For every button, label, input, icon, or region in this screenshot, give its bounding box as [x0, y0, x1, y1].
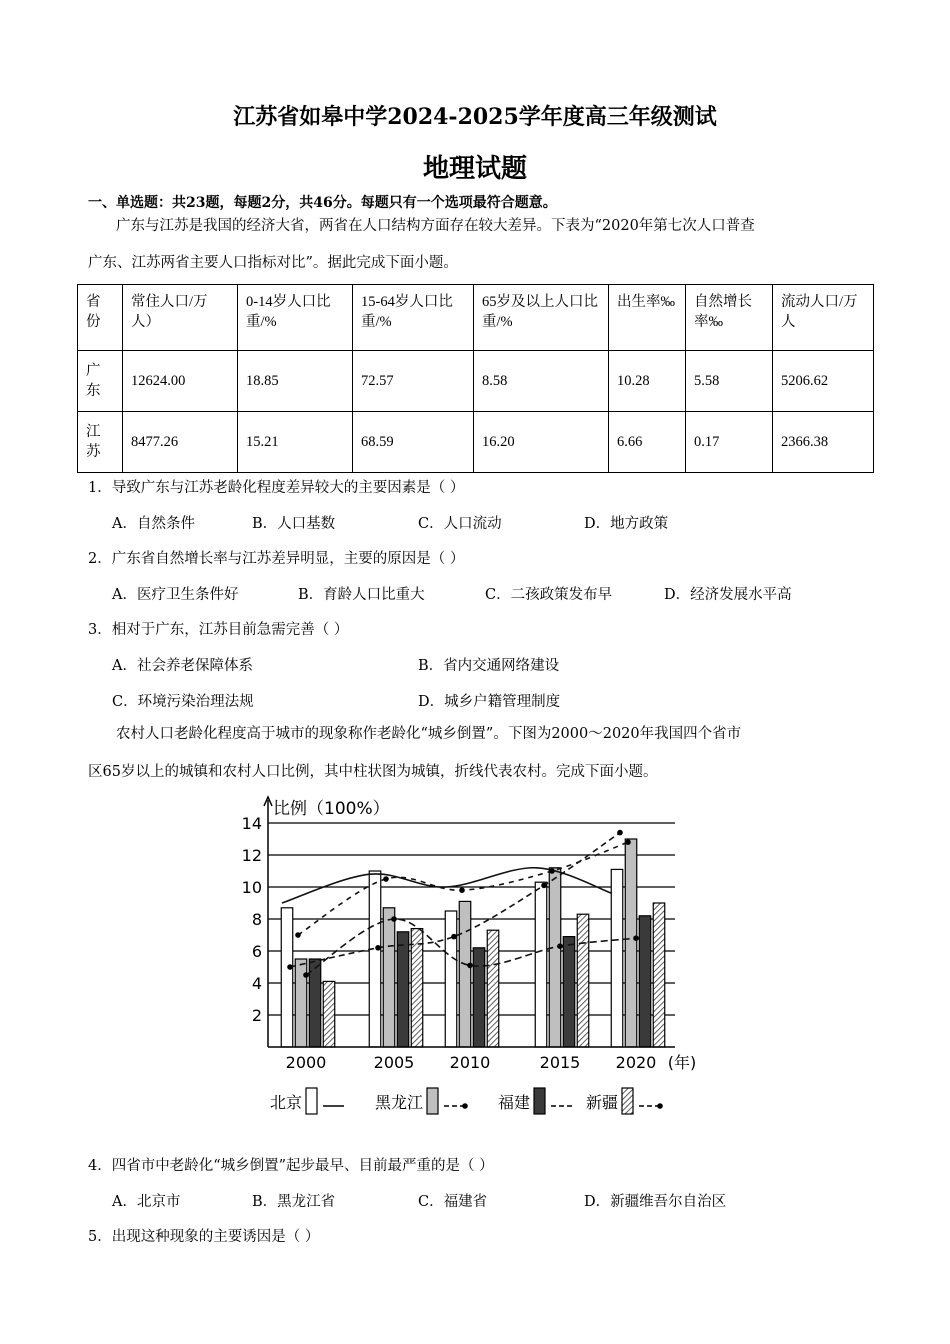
- q1-option-c[interactable]: C．人口流动: [418, 516, 502, 532]
- table-header-row: [78, 285, 874, 351]
- header-cell: 65岁及以上人口比重/%: [474, 285, 609, 351]
- table-cell: 10.28: [609, 351, 686, 412]
- bar-新疆-2015: [577, 914, 589, 1047]
- section-heading: 一、单选题：共23题，每题2分，共46分。每题只有一个选项最符合题意。: [88, 195, 557, 211]
- table-cell: 72.57: [353, 351, 474, 412]
- table-row: [78, 351, 874, 412]
- table-cell: 2366.38: [773, 412, 874, 473]
- q3-option-c[interactable]: C．环境污染治理法规: [112, 694, 254, 710]
- y-axis-label: 比例（100%）: [273, 799, 390, 819]
- intro1-line2: 广东、江苏两省主要人口指标对比”。据此完成下面小题。: [88, 255, 458, 271]
- header-cell: 出生率‰: [609, 285, 686, 351]
- legend-swatch-福建: [534, 1088, 545, 1114]
- table-cell: 12624.00: [123, 351, 238, 412]
- y-tick-label: 8: [251, 910, 262, 929]
- intro2-line2: 区65岁以上的城镇和农村人口比例，其中柱状图为城镇，折线代表农村。完成下面小题。: [88, 764, 658, 780]
- table-cell: 68.59: [353, 412, 474, 473]
- bar-北京-2020: [611, 869, 623, 1047]
- header-cell: 常住人口/万人）: [123, 285, 238, 351]
- y-tick-label: 12: [241, 846, 262, 865]
- header-cell: 流动人口/万人: [773, 285, 874, 351]
- legend-swatch-新疆: [622, 1088, 633, 1114]
- q4-option-a[interactable]: A．北京市: [112, 1194, 181, 1210]
- table-cell: 江苏: [78, 412, 123, 473]
- y-tick-label: 14: [241, 814, 262, 833]
- point-新疆-2015: [557, 943, 563, 949]
- x-axis-label: (年): [667, 1053, 697, 1072]
- intro1-line1: 广东与江苏是我国的经济大省，两省在人口结构方面存在较大差异。下表为“2020年第七次人口普查: [116, 218, 755, 234]
- bar-黑龙江-2020: [625, 839, 637, 1047]
- q2-option-d[interactable]: D．经济发展水平高: [664, 587, 792, 603]
- q3-option-b[interactable]: B．省内交通网络建设: [418, 658, 560, 674]
- population-table: [77, 284, 874, 473]
- header-cell: 省份: [78, 285, 123, 351]
- intro2-line1: 农村人口老龄化程度高于城市的现象称作老龄化“城乡倒置”。下图为2000～2020年我国四个省市: [116, 726, 742, 742]
- bar-新疆-2020: [653, 903, 665, 1047]
- legend-point-黑龙江: [462, 1103, 468, 1109]
- table-row: [78, 412, 874, 473]
- bar-北京-2010: [445, 911, 457, 1047]
- bar-福建-2005: [397, 932, 409, 1047]
- legend-label-新疆: 新疆: [586, 1093, 619, 1112]
- point-黑龙江-2015: [541, 883, 547, 889]
- y-tick-label: 4: [251, 974, 262, 993]
- point-福建-2015: [549, 868, 555, 874]
- bar-新疆-2000: [323, 981, 335, 1047]
- x-tick-label: 2020: [615, 1053, 657, 1072]
- q4-option-c[interactable]: C．福建省: [418, 1194, 488, 1210]
- y-tick-label: 2: [251, 1006, 262, 1025]
- bar-黑龙江-2015: [549, 868, 561, 1047]
- exam-title: 江苏省如皋中学2024-2025学年度高三年级测试: [233, 104, 717, 130]
- bar-福建-2015: [563, 937, 575, 1047]
- table-cell: 15.21: [238, 412, 353, 473]
- table-cell: 0.17: [686, 412, 773, 473]
- point-福建-2000: [295, 932, 301, 938]
- table-cell: 5.58: [686, 351, 773, 412]
- legend-swatch-黑龙江: [427, 1088, 438, 1114]
- bar-黑龙江-2010: [459, 901, 471, 1047]
- legend-point-新疆: [657, 1103, 663, 1109]
- bar-新疆-2005: [411, 929, 423, 1047]
- q2-option-b[interactable]: B．育龄人口比重大: [298, 587, 425, 603]
- q4-option-d[interactable]: D．新疆维吾尔自治区: [584, 1194, 727, 1210]
- table-cell: 5206.62: [773, 351, 874, 412]
- bar-福建-2020: [639, 916, 651, 1047]
- point-黑龙江-2020: [617, 830, 623, 836]
- table-cell: 8.58: [474, 351, 609, 412]
- q1-option-d[interactable]: D．地方政策: [584, 516, 669, 532]
- point-福建-2005: [383, 876, 389, 882]
- q3-option-d[interactable]: D．城乡户籍管理制度: [418, 694, 561, 710]
- legend-label-福建: 福建: [498, 1093, 531, 1112]
- bar-福建-2010: [473, 948, 485, 1047]
- bar-新疆-2010: [487, 930, 499, 1047]
- question-4-stem: 4．四省市中老龄化“城乡倒置”起步最早、目前最严重的是（ ）: [88, 1158, 494, 1174]
- question-1-stem: 1．导致广东与江苏老龄化程度差异较大的主要因素是（ ）: [88, 480, 465, 496]
- header-cell: 0-14岁人口比重/%: [238, 285, 353, 351]
- q2-option-c[interactable]: C．二孩政策发布早: [485, 587, 613, 603]
- q3-option-a[interactable]: A．社会养老保障体系: [112, 658, 253, 674]
- legend-swatch-北京: [306, 1088, 317, 1114]
- point-福建-2020: [625, 839, 631, 845]
- legend-label-北京: 北京: [270, 1093, 303, 1112]
- x-tick-label: 2000: [285, 1053, 327, 1072]
- y-tick-label: 6: [251, 942, 262, 961]
- table-cell: 16.20: [474, 412, 609, 473]
- bar-黑龙江-2005: [383, 908, 395, 1047]
- bar-北京-2005: [369, 871, 381, 1047]
- subject-title: 地理试题: [422, 154, 527, 184]
- y-tick-label: 10: [241, 878, 262, 897]
- point-新疆-2005: [391, 916, 397, 922]
- table-cell: 广东: [78, 351, 123, 412]
- point-福建-2010: [459, 887, 465, 893]
- point-黑龙江-2000: [287, 964, 293, 970]
- legend-label-黑龙江: 黑龙江: [375, 1093, 424, 1112]
- point-黑龙江-2005: [375, 945, 381, 951]
- table-cell: 8477.26: [123, 412, 238, 473]
- q4-option-b[interactable]: B．黑龙江省: [252, 1194, 336, 1210]
- aging-chart: [230, 790, 710, 1130]
- q2-option-a[interactable]: A．医疗卫生条件好: [112, 587, 239, 603]
- x-tick-label: 2005: [373, 1053, 415, 1072]
- header-cell: 自然增长率‰: [686, 285, 773, 351]
- question-5-stem: 5．出现这种现象的主要诱因是（ ）: [88, 1229, 320, 1245]
- q1-option-a[interactable]: A．自然条件: [112, 516, 195, 532]
- table-cell: 18.85: [238, 351, 353, 412]
- bar-北京-2000: [281, 908, 293, 1047]
- header-cell: 15-64岁人口比重/%: [353, 285, 474, 351]
- point-新疆-2020: [633, 935, 639, 941]
- x-tick-label: 2010: [449, 1053, 491, 1072]
- x-tick-label: 2015: [539, 1053, 581, 1072]
- question-3-stem: 3．相对于广东，江苏目前急需完善（ ）: [88, 622, 349, 638]
- point-黑龙江-2010: [451, 934, 457, 940]
- point-新疆-2000: [303, 972, 309, 978]
- question-2-stem: 2．广东省自然增长率与江苏差异明显，主要的原因是（ ）: [88, 551, 465, 567]
- q1-option-b[interactable]: B．人口基数: [252, 516, 336, 532]
- bar-黑龙江-2000: [295, 959, 307, 1047]
- point-新疆-2010: [467, 963, 473, 969]
- bar-北京-2015: [535, 882, 547, 1047]
- table-cell: 6.66: [609, 412, 686, 473]
